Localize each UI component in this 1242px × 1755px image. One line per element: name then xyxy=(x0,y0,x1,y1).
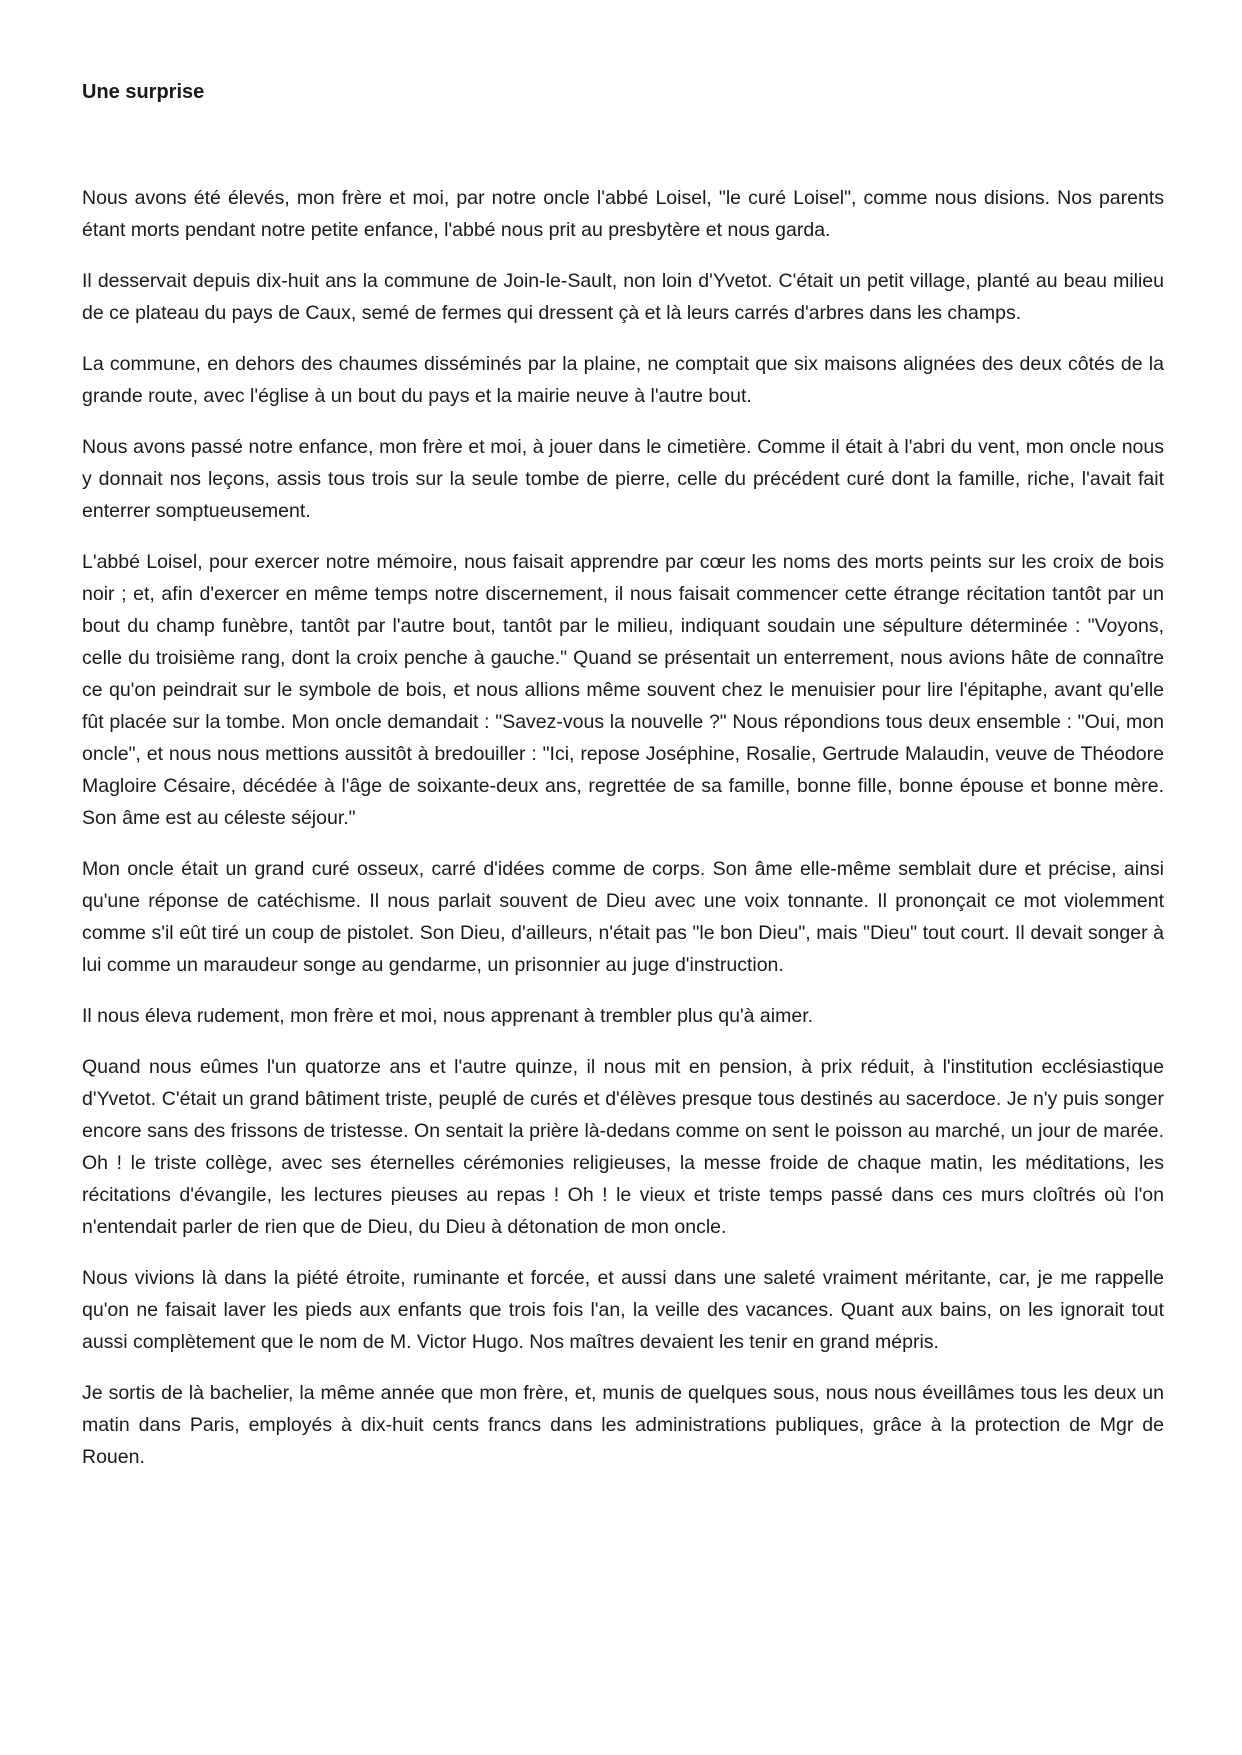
paragraph: Quand nous eûmes l'un quatorze ans et l'autre quinze, il nous mit en pension, à prix réduit, à l'institution ecclésiastique d'Yvetot. C'était un grand bâtiment triste, peuplé de curés et d'élèves presque tous destinés au sacerdoce. Je n'y puis songer encore sans des frissons de tristesse. On sentait la prière là-dedans comme on sent le poisson au marché, un jour de marée. Oh ! le triste collège, avec ses éternelles cérémonies religieuses, la messe froide de chaque matin, les méditations, les récitations d'évangile, les lectures pieuses au repas ! Oh ! le vieux et triste temps passé dans ces murs cloîtrés où l'on n'entendait parler de rien que de Dieu, du Dieu à détonation de mon oncle. xyxy=(82,1056,1164,1238)
document-page xyxy=(82,78,1164,1492)
document-body xyxy=(82,182,1164,1473)
paragraph: Nous avons été élevés, mon frère et moi, par notre oncle l'abbé Loisel, "le curé Loisel", comme nous disions. Nos parents étant morts pendant notre petite enfance, l'abbé nous prit au presbytère et nous garda. xyxy=(82,187,1164,241)
paragraph: Nous avons passé notre enfance, mon frère et moi, à jouer dans le cimetière. Comme il était à l'abri du vent, mon oncle nous y donnait nos leçons, assis tous trois sur la seule tombe de pierre, celle du précédent curé dont la famille, riche, l'avait fait enterrer somptueusement. xyxy=(82,436,1164,522)
paragraph: L'abbé Loisel, pour exercer notre mémoire, nous faisait apprendre par cœur les noms des morts peints sur les croix de bois noir ; et, afin d'exercer en même temps notre discernement, il nous faisait commencer cette étrange récitation tantôt par un bout du champ funèbre, tantôt par l'autre bout, tantôt par le milieu, indiquant soudain une sépulture déterminée : "Voyons, celle du troisième rang, dont la croix penche à gauche." Quand se présentait un enterrement, nous avions hâte de connaître ce qu'on peindrait sur le symbole de bois, et nous allions même souvent chez le menuisier pour lire l'épitaphe, avant qu'elle fût placée sur la tombe. Mon oncle demandait : "Savez-vous la nouvelle ?" Nous répondions tous deux ensemble : "Oui, mon oncle", et nous nous mettions aussitôt à bredouiller : "Ici, repose Joséphine, Rosalie, Gertrude Malaudin, veuve de Théodore Magloire Césaire, décédée à l'âge de soixante-deux ans, regrettée de sa famille, bonne fille, bonne épouse et bonne mère. Son âme est au céleste séjour." xyxy=(82,551,1164,829)
paragraph: Il desservait depuis dix-huit ans la commune de Join-le-Sault, non loin d'Yvetot. C'était un petit village, planté au beau milieu de ce plateau du pays de Caux, semé de fermes qui dressent çà et là leurs carrés d'arbres dans les champs. xyxy=(82,270,1164,324)
paragraph: Il nous éleva rudement, mon frère et moi, nous apprenant à trembler plus qu'à aimer. xyxy=(82,1005,814,1027)
paragraph: La commune, en dehors des chaumes disséminés par la plaine, ne comptait que six maisons alignées des deux côtés de la grande route, avec l'église à un bout du pays et la mairie neuve à l'autre bout. xyxy=(82,353,1164,407)
document-title: Une surprise xyxy=(82,81,205,103)
paragraph: Mon oncle était un grand curé osseux, carré d'idées comme de corps. Son âme elle-même semblait dure et précise, ainsi qu'une réponse de catéchisme. Il nous parlait souvent de Dieu avec une voix tonnante. Il prononçait ce mot violemment comme s'il eût tiré un coup de pistolet. Son Dieu, d'ailleurs, n'était pas "le bon Dieu", mais "Dieu" tout court. Il devait songer à lui comme un maraudeur songe au gendarme, un prisonnier au juge d'instruction. xyxy=(82,858,1164,976)
paragraph: Je sortis de là bachelier, la même année que mon frère, et, munis de quelques sous, nous nous éveillâmes tous les deux un matin dans Paris, employés à dix-huit cents francs dans les administrations publiques, grâce à la protection de Mgr de Rouen. xyxy=(82,1382,1164,1468)
paragraph: Nous vivions là dans la piété étroite, ruminante et forcée, et aussi dans une saleté vraiment méritante, car, je me rappelle qu'on ne faisait laver les pieds aux enfants que trois fois l'an, la veille des vacances. Quant aux bains, on les ignorait tout aussi complètement que le nom de M. Victor Hugo. Nos maîtres devaient les tenir en grand mépris. xyxy=(82,1267,1164,1353)
